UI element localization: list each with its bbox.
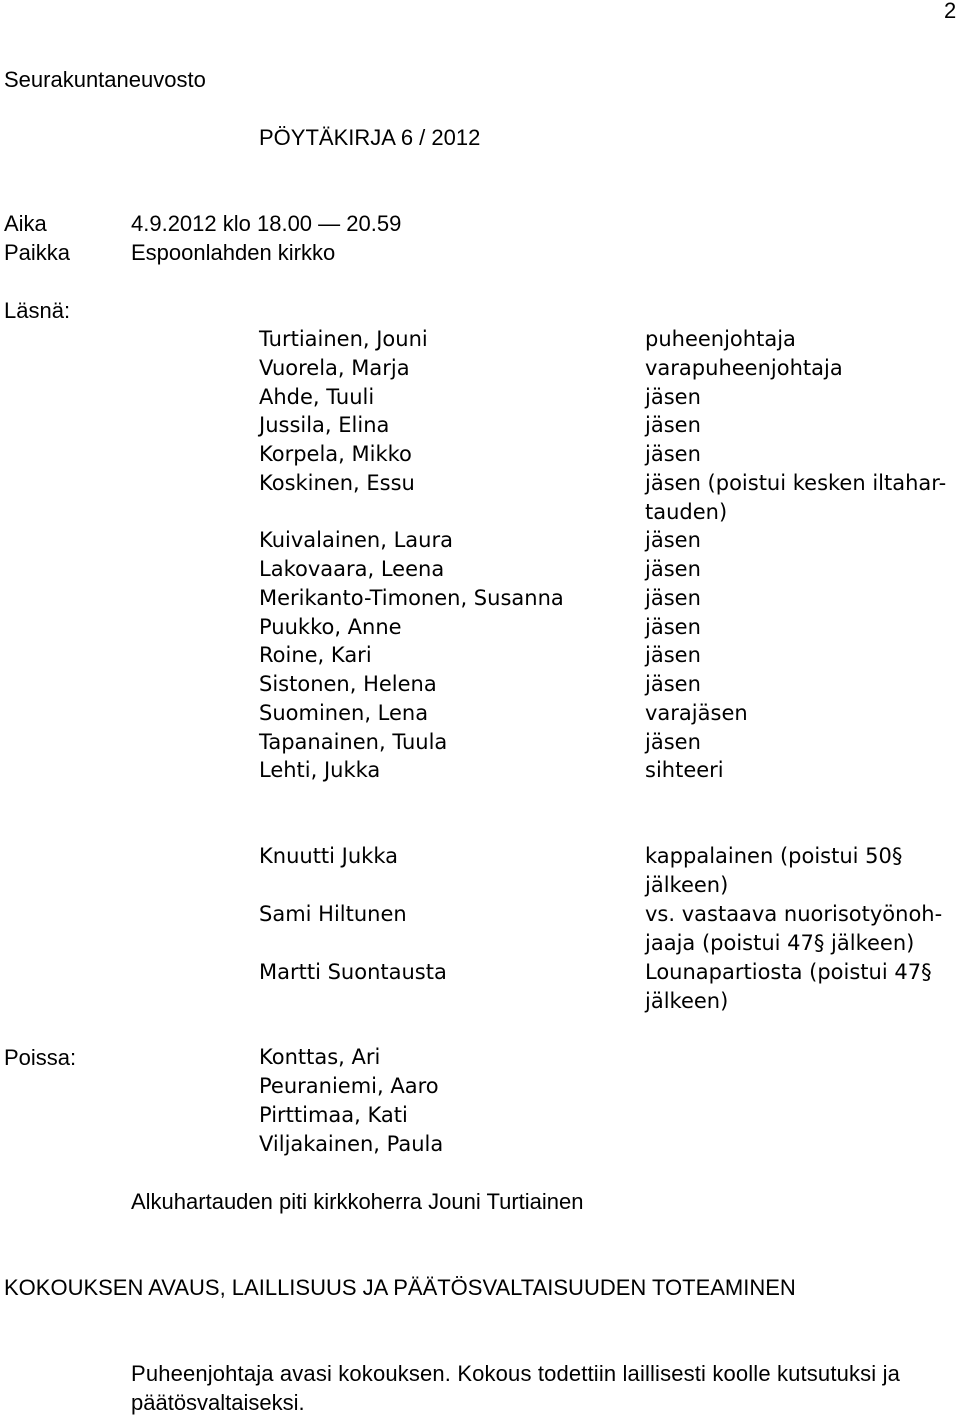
- devotion-note: Alkuhartauden piti kirkkoherra Jouni Turtiainen: [131, 1189, 584, 1214]
- absent-label: Poissa:: [4, 1045, 77, 1070]
- attendee-role: Lounapartiosta (poistui 47§: [645, 960, 932, 984]
- attendee-name: Knuutti Jukka: [259, 844, 399, 868]
- attendee-role: kappalainen (poistui 50§: [645, 844, 903, 868]
- member-role: jäsen: [645, 643, 701, 667]
- section-sign-icon: §: [891, 844, 903, 868]
- member-name: Korpela, Mikko: [259, 442, 412, 466]
- section-sign-icon: §: [813, 931, 825, 955]
- member-name: Kuivalainen, Laura: [259, 528, 453, 552]
- attendee-role: vs. vastaava nuorisotyönoh-: [645, 902, 943, 926]
- member-role: jäsen: [645, 586, 701, 610]
- document-title: PÖYTÄKIRJA 6 / 2012: [259, 125, 481, 150]
- member-role: jäsen: [645, 442, 701, 466]
- attendee-role-continued: jaaja (poistui 47§ jälkeen): [645, 931, 915, 955]
- member-name: Roine, Kari: [259, 643, 372, 667]
- attendee-name: Sami Hiltunen: [259, 902, 407, 926]
- member-name: Lakovaara, Leena: [259, 557, 445, 581]
- member-name: Ahde, Tuuli: [259, 385, 375, 409]
- body-paragraph-line: päätösvaltaiseksi.: [131, 1390, 305, 1415]
- member-name: Lehti, Jukka: [259, 758, 381, 782]
- member-name: Koskinen, Essu: [259, 471, 415, 495]
- member-role: jäsen: [645, 385, 701, 409]
- page-number: 2: [944, 0, 957, 23]
- member-role: jäsen: [645, 557, 701, 581]
- member-role: varapuheenjohtaja: [645, 356, 843, 380]
- place-label: Paikka: [4, 240, 71, 265]
- member-role: jäsen (poistui kesken iltahar-: [645, 471, 947, 495]
- member-name: Tapanainen, Tuula: [259, 730, 448, 754]
- member-role: jäsen: [645, 730, 701, 754]
- absent-name: Viljakainen, Paula: [259, 1132, 444, 1156]
- member-role: puheenjohtaja: [645, 327, 796, 351]
- member-role: jäsen: [645, 528, 701, 552]
- section-sign-icon: §: [921, 960, 932, 984]
- time-label: Aika: [4, 211, 47, 236]
- member-name: Suominen, Lena: [259, 701, 429, 725]
- absent-name: Konttas, Ari: [259, 1045, 381, 1069]
- place-value: Espoonlahden kirkko: [131, 240, 336, 265]
- member-name: Turtiainen, Jouni: [259, 327, 428, 351]
- body-paragraph-line: Puheenjohtaja avasi kokouksen. Kokous todettiin laillisesti koolle kutsutuksi ja: [131, 1361, 900, 1386]
- member-name: Vuorela, Marja: [259, 356, 410, 380]
- absent-name: Pirttimaa, Kati: [259, 1103, 408, 1127]
- member-role: sihteeri: [645, 758, 724, 782]
- member-role: varajäsen: [645, 701, 748, 725]
- attendee-name: Martti Suontausta: [259, 960, 447, 984]
- section-heading: KOKOUKSEN AVAUS, LAILLISUUS JA PÄÄTÖSVALTAISUUDEN TOTEAMINEN: [4, 1275, 796, 1300]
- member-name: Puukko, Anne: [259, 615, 402, 639]
- member-name: Sistonen, Helena: [259, 672, 437, 696]
- member-role-continued: tauden): [645, 500, 728, 524]
- member-name: Merikanto-Timonen, Susanna: [259, 586, 564, 610]
- organization-name: Seurakuntaneuvosto: [4, 67, 206, 92]
- member-role: jäsen: [645, 615, 701, 639]
- present-label: Läsnä:: [4, 298, 71, 323]
- member-role: jäsen: [645, 672, 701, 696]
- time-value: 4.9.2012 klo 18.00 — 20.59: [131, 211, 402, 236]
- attendee-role-continued: jälkeen): [645, 873, 729, 897]
- member-role: jäsen: [645, 413, 701, 437]
- absent-name: Peuraniemi, Aaro: [259, 1074, 439, 1098]
- member-name: Jussila, Elina: [259, 413, 390, 437]
- attendee-role-continued: jälkeen): [645, 989, 729, 1013]
